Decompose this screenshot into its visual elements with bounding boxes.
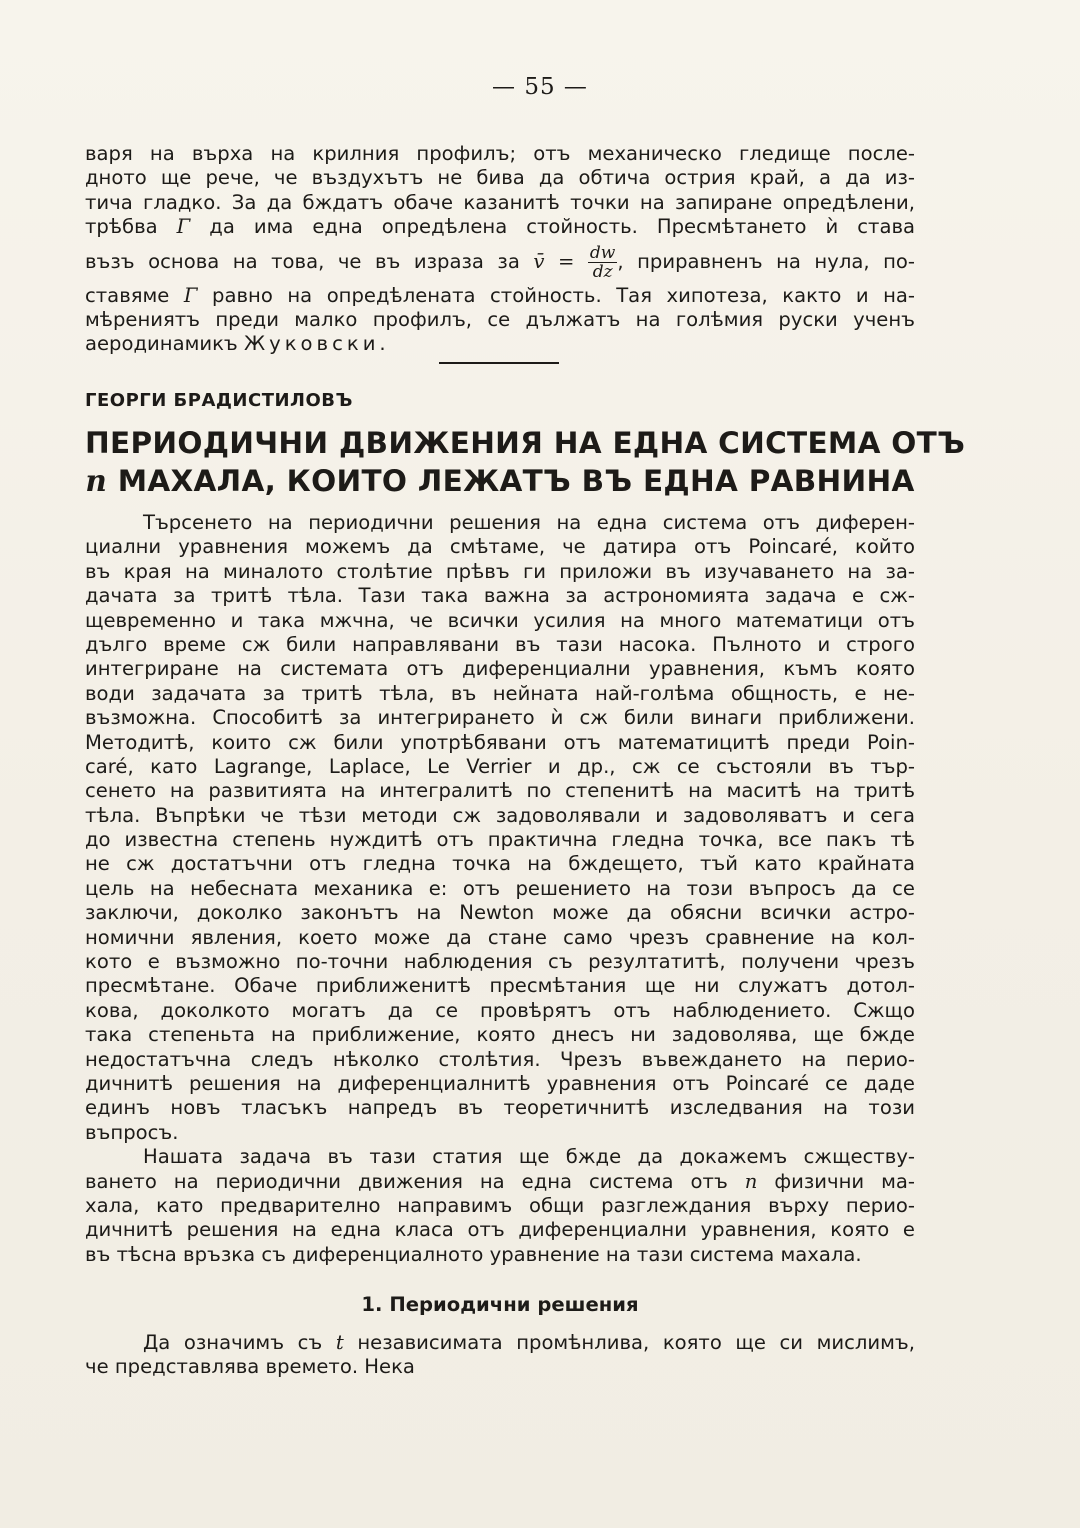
text-line <box>85 1170 915 1194</box>
text-fragment: , приравненъ на нула, по- <box>617 249 915 273</box>
formula-line <box>85 240 915 284</box>
text-line <box>85 215 915 239</box>
text-line: номични явления, което може да стане само чрезъ сравнение на кол- <box>85 925 915 949</box>
text-line: тѣла. Въпрѣки че тѣзи методи сж задоволявали и задоволяватъ и сега <box>85 803 915 827</box>
text-fragment: независимата промѣнлива, която ще си мислимъ, <box>357 1331 915 1354</box>
text-line: недостатъчна следъ нѣколко столѣтия. Чрезъ въвеждането на перио- <box>85 1047 915 1071</box>
text-line: тича гладко. За да бждатъ обаче казанитѣ точки на запиране опредѣлени, <box>85 190 915 214</box>
title-line-1: ПЕРИОДИЧНИ ДВИЖЕНИЯ НА ЕДНА СИСТЕМА ОТЪ <box>85 426 966 460</box>
text-line: дачата за тритѣ тѣла. Тази така важна за астрономията задача е сж- <box>85 584 915 608</box>
text-line: възможна. Способитѣ за интегрирането ѝ сж били винаги приближени. <box>85 706 915 730</box>
text-line: Търсенето на периодични решения на една система отъ диферен- <box>143 511 915 534</box>
text-fragment: аеродинамикъ <box>85 332 238 356</box>
text-line: дичнитѣ решения на една класа отъ диференциални уравнения, която е <box>85 1218 915 1242</box>
article-title <box>85 425 966 500</box>
text-fragment: възъ основа на това, че въ израза за <box>85 249 520 273</box>
text-line: Нашата задача въ тази статия ще бжде да докажемъ сжществу- <box>143 1145 915 1169</box>
title-line-2 <box>85 462 915 500</box>
text-line: въпросъ. <box>85 1120 179 1144</box>
text-line: води задачата за тритѣ тѣла, въ нейната най-голѣма общность, е не- <box>85 681 915 705</box>
text-line: заключи, доколко законътъ на Newton може да обясни всички астро- <box>85 901 915 925</box>
text-line <box>85 332 915 356</box>
author-name: ГЕОРГИ БРАДИСТИЛОВЪ <box>85 390 353 411</box>
title-n-symbol: n <box>85 463 108 498</box>
text-line: мѣрениятъ преди малко профилъ, се дължатъ на голѣмия руски ученъ <box>85 307 915 331</box>
body-paragraph-1 <box>85 511 915 1267</box>
gamma-symbol: Γ <box>183 283 198 307</box>
text-line: дълго време сж били направлявани въ тази насока. Пълното и строго <box>85 632 915 656</box>
text-fragment: равно на опредѣлената стойность. Тая хипотеза, както и на- <box>212 283 916 307</box>
text-fragment: ставяме <box>85 283 170 307</box>
t-symbol: t <box>335 1331 344 1354</box>
fraction-numerator: dw <box>589 242 616 263</box>
text-fragment: ването на периодични движения на една система отъ <box>85 1169 728 1193</box>
text-line: Методитѣ, които сж били употрѣбявани отъ математицитѣ преди Poin- <box>85 730 915 754</box>
text-line: дното ще рече, че въздухътъ не бива да обтича острия край, а да из- <box>85 166 915 190</box>
name-zhukovski: Жуковски. <box>244 332 390 356</box>
text-line: хала, като предварително направимъ общи разглеждания върху перио- <box>85 1193 915 1217</box>
text-line <box>85 284 915 308</box>
text-line: дичнитѣ решения на диференциалнитѣ уравнения отъ Poincaré се даде <box>85 1071 915 1095</box>
text-line: цель на небесната механика е: отъ решението на този въпросъ да се <box>85 876 915 900</box>
text-line: пресмѣтане. Обаче приближенитѣ пресмѣтания ще ни служатъ дотол- <box>85 974 915 998</box>
text-line: кова, доколкото могатъ да се провѣрятъ отъ наблюдението. Сжщо <box>85 998 915 1022</box>
text-line: единъ новъ тласъкъ напредъ въ теоретичнитѣ изследвания на този <box>85 1096 915 1120</box>
title-line-2-text: МАХАЛА, КОИТО ЛЕЖАТЪ ВЪ ЕДНА РАВНИНА <box>117 464 915 498</box>
text-line: не сж достатъчни отъ гледна точка на бждещето, тъй като крайната <box>85 852 915 876</box>
v-symbol: v̄ <box>533 249 545 273</box>
text-line: интегриране на системата отъ диференциални уравнения, къмъ която <box>85 657 915 681</box>
section-divider <box>439 362 559 364</box>
body-paragraph-3 <box>85 1331 915 1380</box>
text-line: така степеньта на приближение, която днесъ ни задоволява, ще бжде <box>85 1023 915 1047</box>
section-heading: 1. Периодични решения <box>361 1293 639 1316</box>
text-line: до известна степень нуждитѣ отъ практична гледна точка, все пакъ тѣ <box>85 828 915 852</box>
text-fragment: да има една опредѣлена стойность. Пресмѣтането ѝ става <box>209 215 916 239</box>
n-symbol: n <box>744 1169 758 1193</box>
text-fragment: трѣбва <box>85 215 158 239</box>
gamma-symbol: Γ <box>176 215 191 239</box>
text-line: циални уравнения можемъ да смѣтаме, че датира отъ Poincaré, който <box>85 535 915 559</box>
derivative-fraction <box>588 244 617 281</box>
equals-sign: = <box>557 249 575 273</box>
continuation-paragraph <box>85 142 915 357</box>
text-line: въ края на миналото столѣтие прѣвъ ги приложи въ изучаването на за- <box>85 559 915 583</box>
text-fragment: Да означимъ съ <box>143 1331 323 1354</box>
text-line: сенето на развитията на интегралитѣ по степенитѣ на маситѣ на тритѣ <box>85 779 915 803</box>
text-line <box>85 1331 915 1355</box>
text-line: caré, като Lagrange, Laplace, Le Verrier и др., сж се състояли въ тър- <box>85 754 915 778</box>
text-line: щевременно и така мжчна, че всички усилия на много математици отъ <box>85 608 915 632</box>
fraction-denominator: dz <box>592 261 613 282</box>
text-fragment: физични ма- <box>774 1169 915 1193</box>
text-line: че представлява времето. Нека <box>85 1355 415 1379</box>
page-number: — 55 — <box>492 74 588 100</box>
text-line: кото е възможно по-точни наблюдения съ резултатитѣ, получени чрезъ <box>85 950 915 974</box>
text-line: варя на върха на крилния профилъ; отъ механическо гледище после- <box>85 142 915 165</box>
text-line: въ тѣсна връзка съ диференциалното уравнение на тази система махала. <box>85 1242 862 1266</box>
